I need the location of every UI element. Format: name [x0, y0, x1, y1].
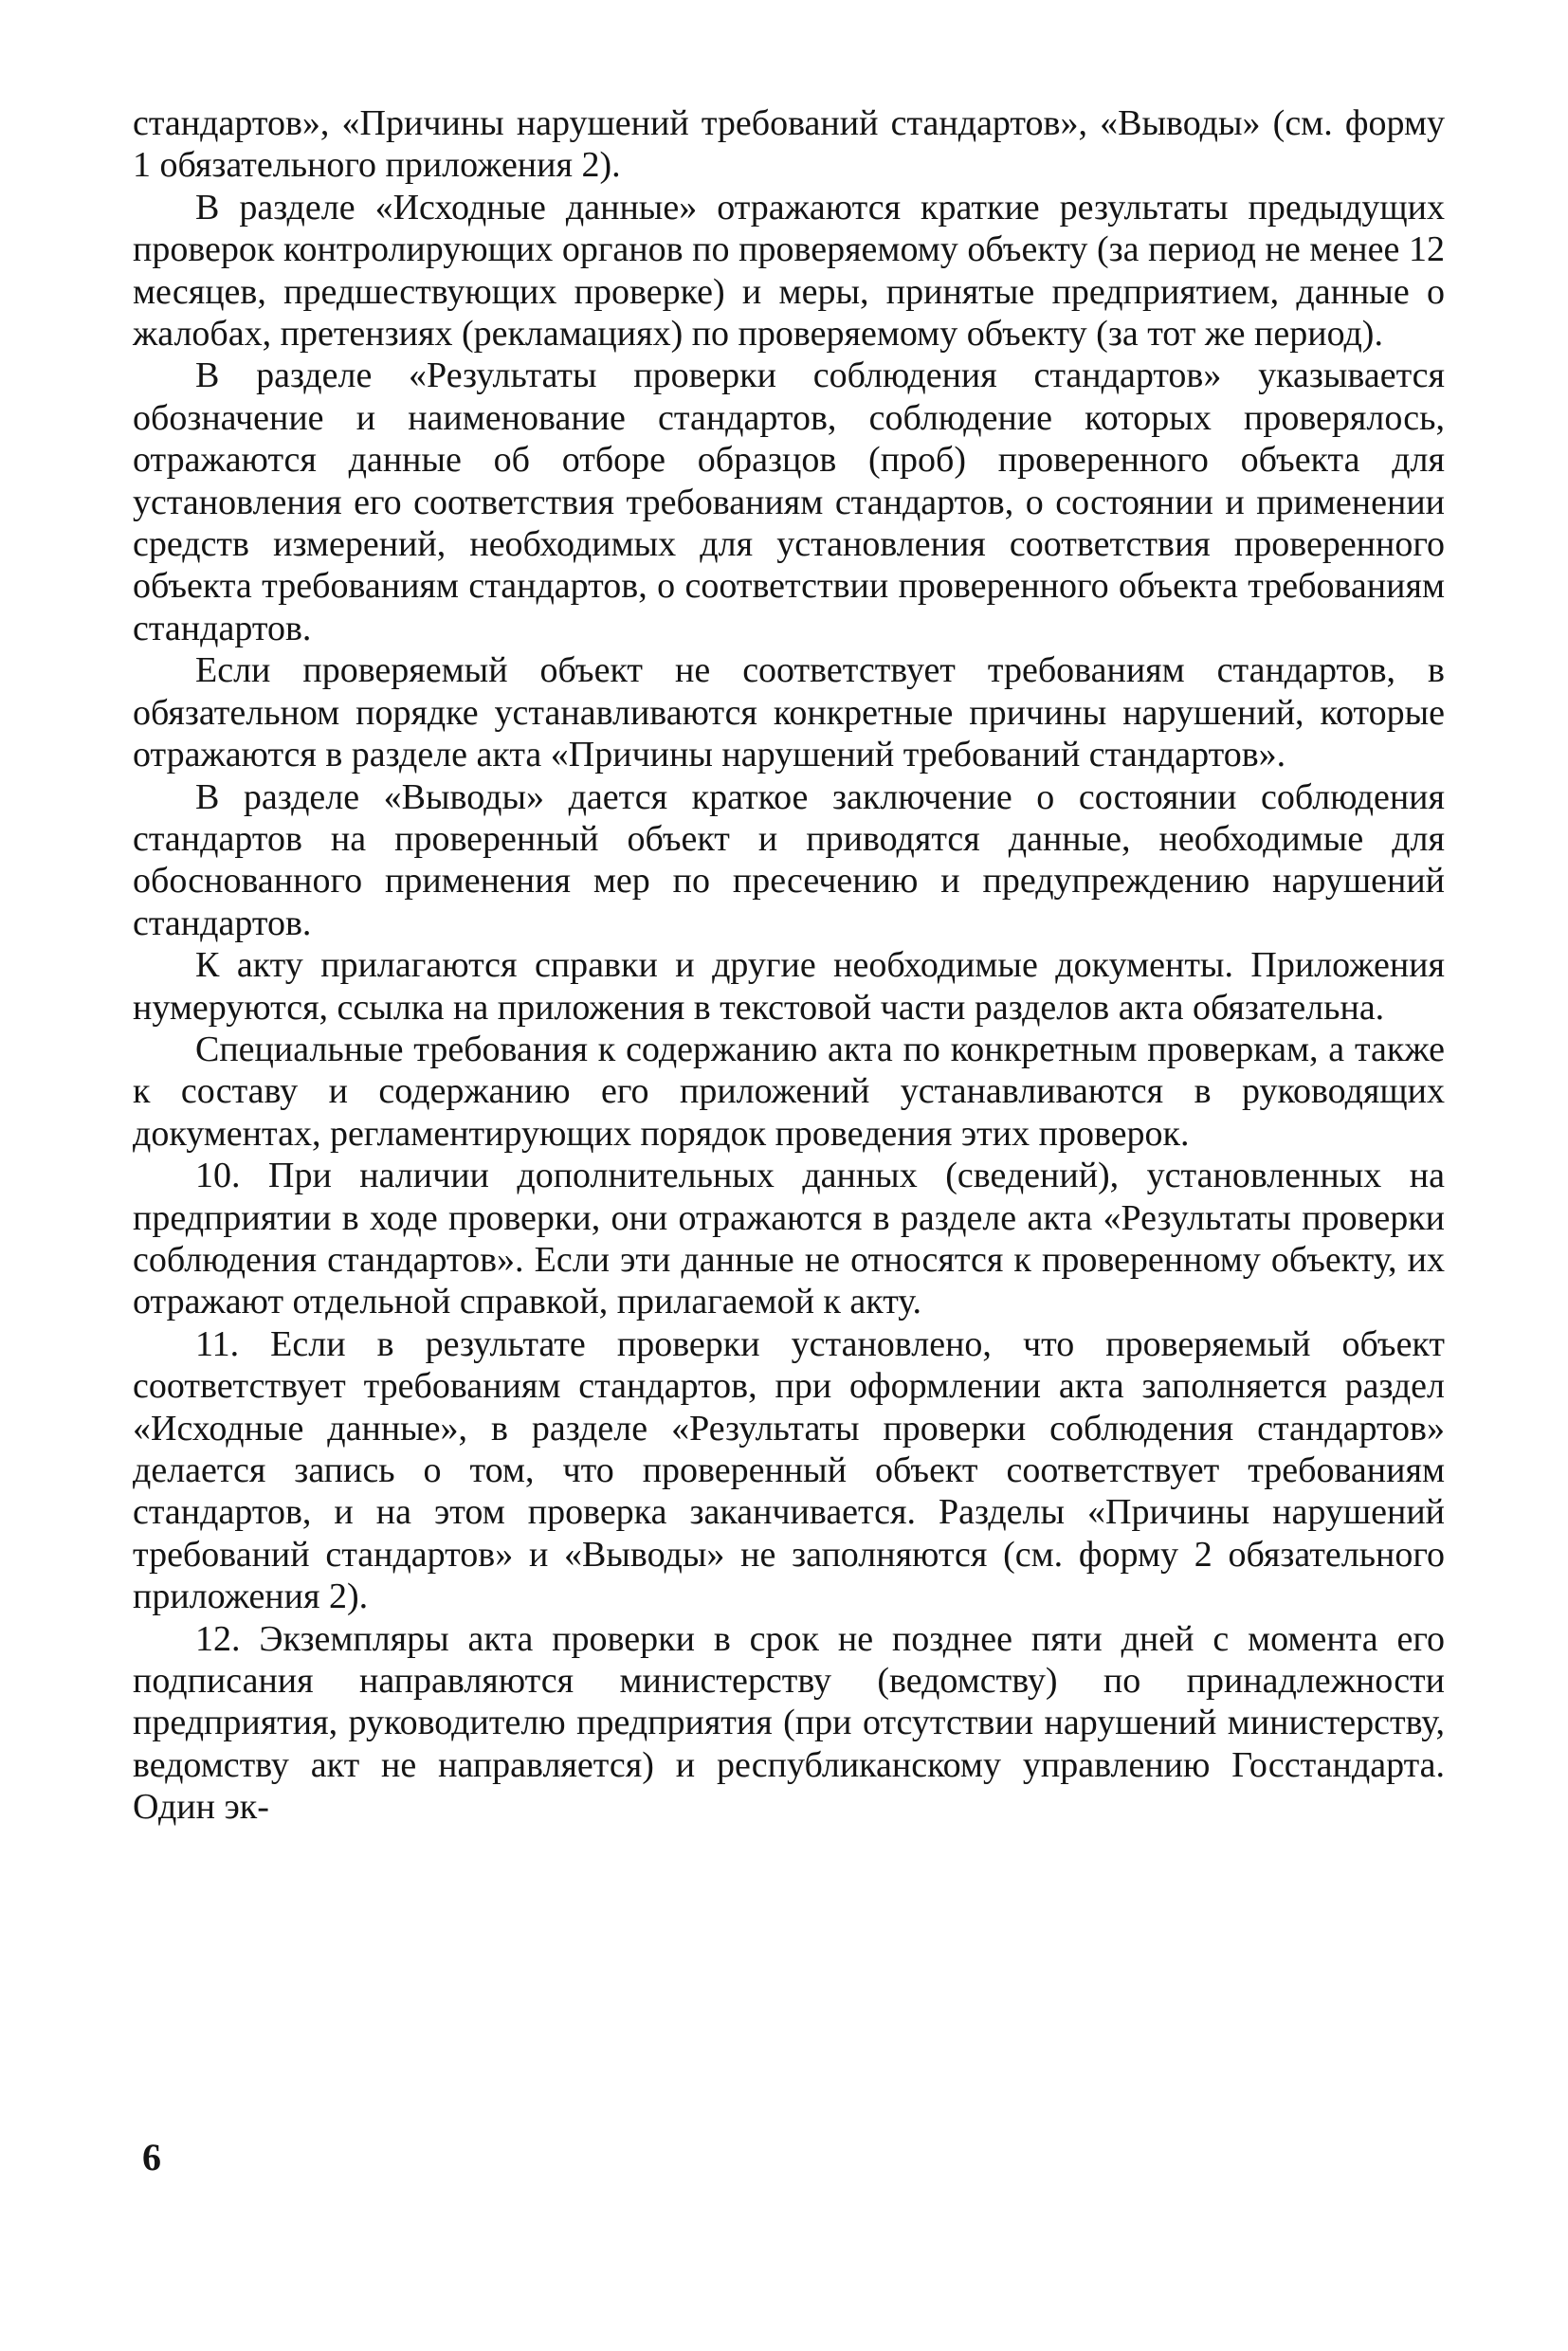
- paragraph-item-12: 12. Экземпляры акта проверки в срок не позднее пяти дней с момента его подписания направляются министерству (ведомству) по принадлежности предприятия, руководителю предприятия (при отсутствии нарушений министерству, ведомству акт не направляется) и республиканскому управлению Госстандарта. Один эк-: [133, 1618, 1445, 1828]
- paragraph-continuation: стандартов», «Причины нарушений требований стандартов», «Выводы» (см. форму 1 обязательного приложения 2).: [133, 103, 1445, 186]
- page-text: [133, 102, 1445, 1829]
- paragraph-conclusions: В разделе «Выводы» дается краткое заключение о состоянии соблюдения стандартов на проверенный объект и приводятся данные, необходимые для обоснованного применения мер по пресечению и предупреждению нарушений стандартов.: [133, 776, 1445, 943]
- paragraph-item-10: 10. При наличии дополнительных данных (сведений), установленных на предприятии в ходе проверки, они отражаются в разделе акта «Результаты проверки соблюдения стандартов». Если эти данные не относятся к проверенному объекту, их отражают отдельной справкой, прилагаемой к акту.: [133, 1156, 1445, 1322]
- paragraph-initial-data: В разделе «Исходные данные» отражаются краткие результаты предыдущих проверок контролирующих органов по проверяемому объекту (за период не менее 12 месяцев, предшествующих проверке) и меры, принятые предприятием, данные о жалобах, претензиях (рекламациях) по проверяемому объекту (за тот же период).: [133, 187, 1445, 355]
- page-number: 6: [142, 2136, 161, 2178]
- paragraph-check-results: В разделе «Результаты проверки соблюдения стандартов» указывается обозначение и наименование стандартов, соблюдение которых проверялось, отражаются данные об отборе образцов (проб) проверенного объекта для установления его соответствия требованиям стандартов, о состоянии и применении средств измерений, необходимых для установления соответствия проверенного объекта требованиям стандартов, о соответствии проверенного объекта требованиям стандартов.: [133, 355, 1445, 648]
- paragraph-violation-causes: Если проверяемый объект не соответствует требованиям стандартов, в обязательном порядке устанавливаются конкретные причины нарушений, которые отражаются в разделе акта «Причины нарушений требований стандартов».: [133, 650, 1445, 775]
- paragraph-attachments: К акту прилагаются справки и другие необходимые документы. Приложения нумеруются, ссылка на приложения в текстовой части разделов акта обязательна.: [133, 945, 1445, 1028]
- paragraph-item-11: 11. Если в результате проверки установлено, что проверяемый объект соответствует требованиям стандартов, при оформлении акта заполняется раздел «Исходные данные», в разделе «Результаты проверки соблюдения стандартов» делается запись о том, что проверенный объект соответствует требованиям стандартов, и на этом проверка заканчивается. Разделы «Причины нарушений требований стандартов» и «Выводы» не заполняются (см. форму 2 обязательного приложения 2).: [133, 1323, 1445, 1617]
- paragraph-special-requirements: Специальные требования к содержанию акта по конкретным проверкам, а также к составу и содержанию его приложений устанавливаются в руководящих документах, регламентирующих порядок проведения этих проверок.: [133, 1029, 1445, 1154]
